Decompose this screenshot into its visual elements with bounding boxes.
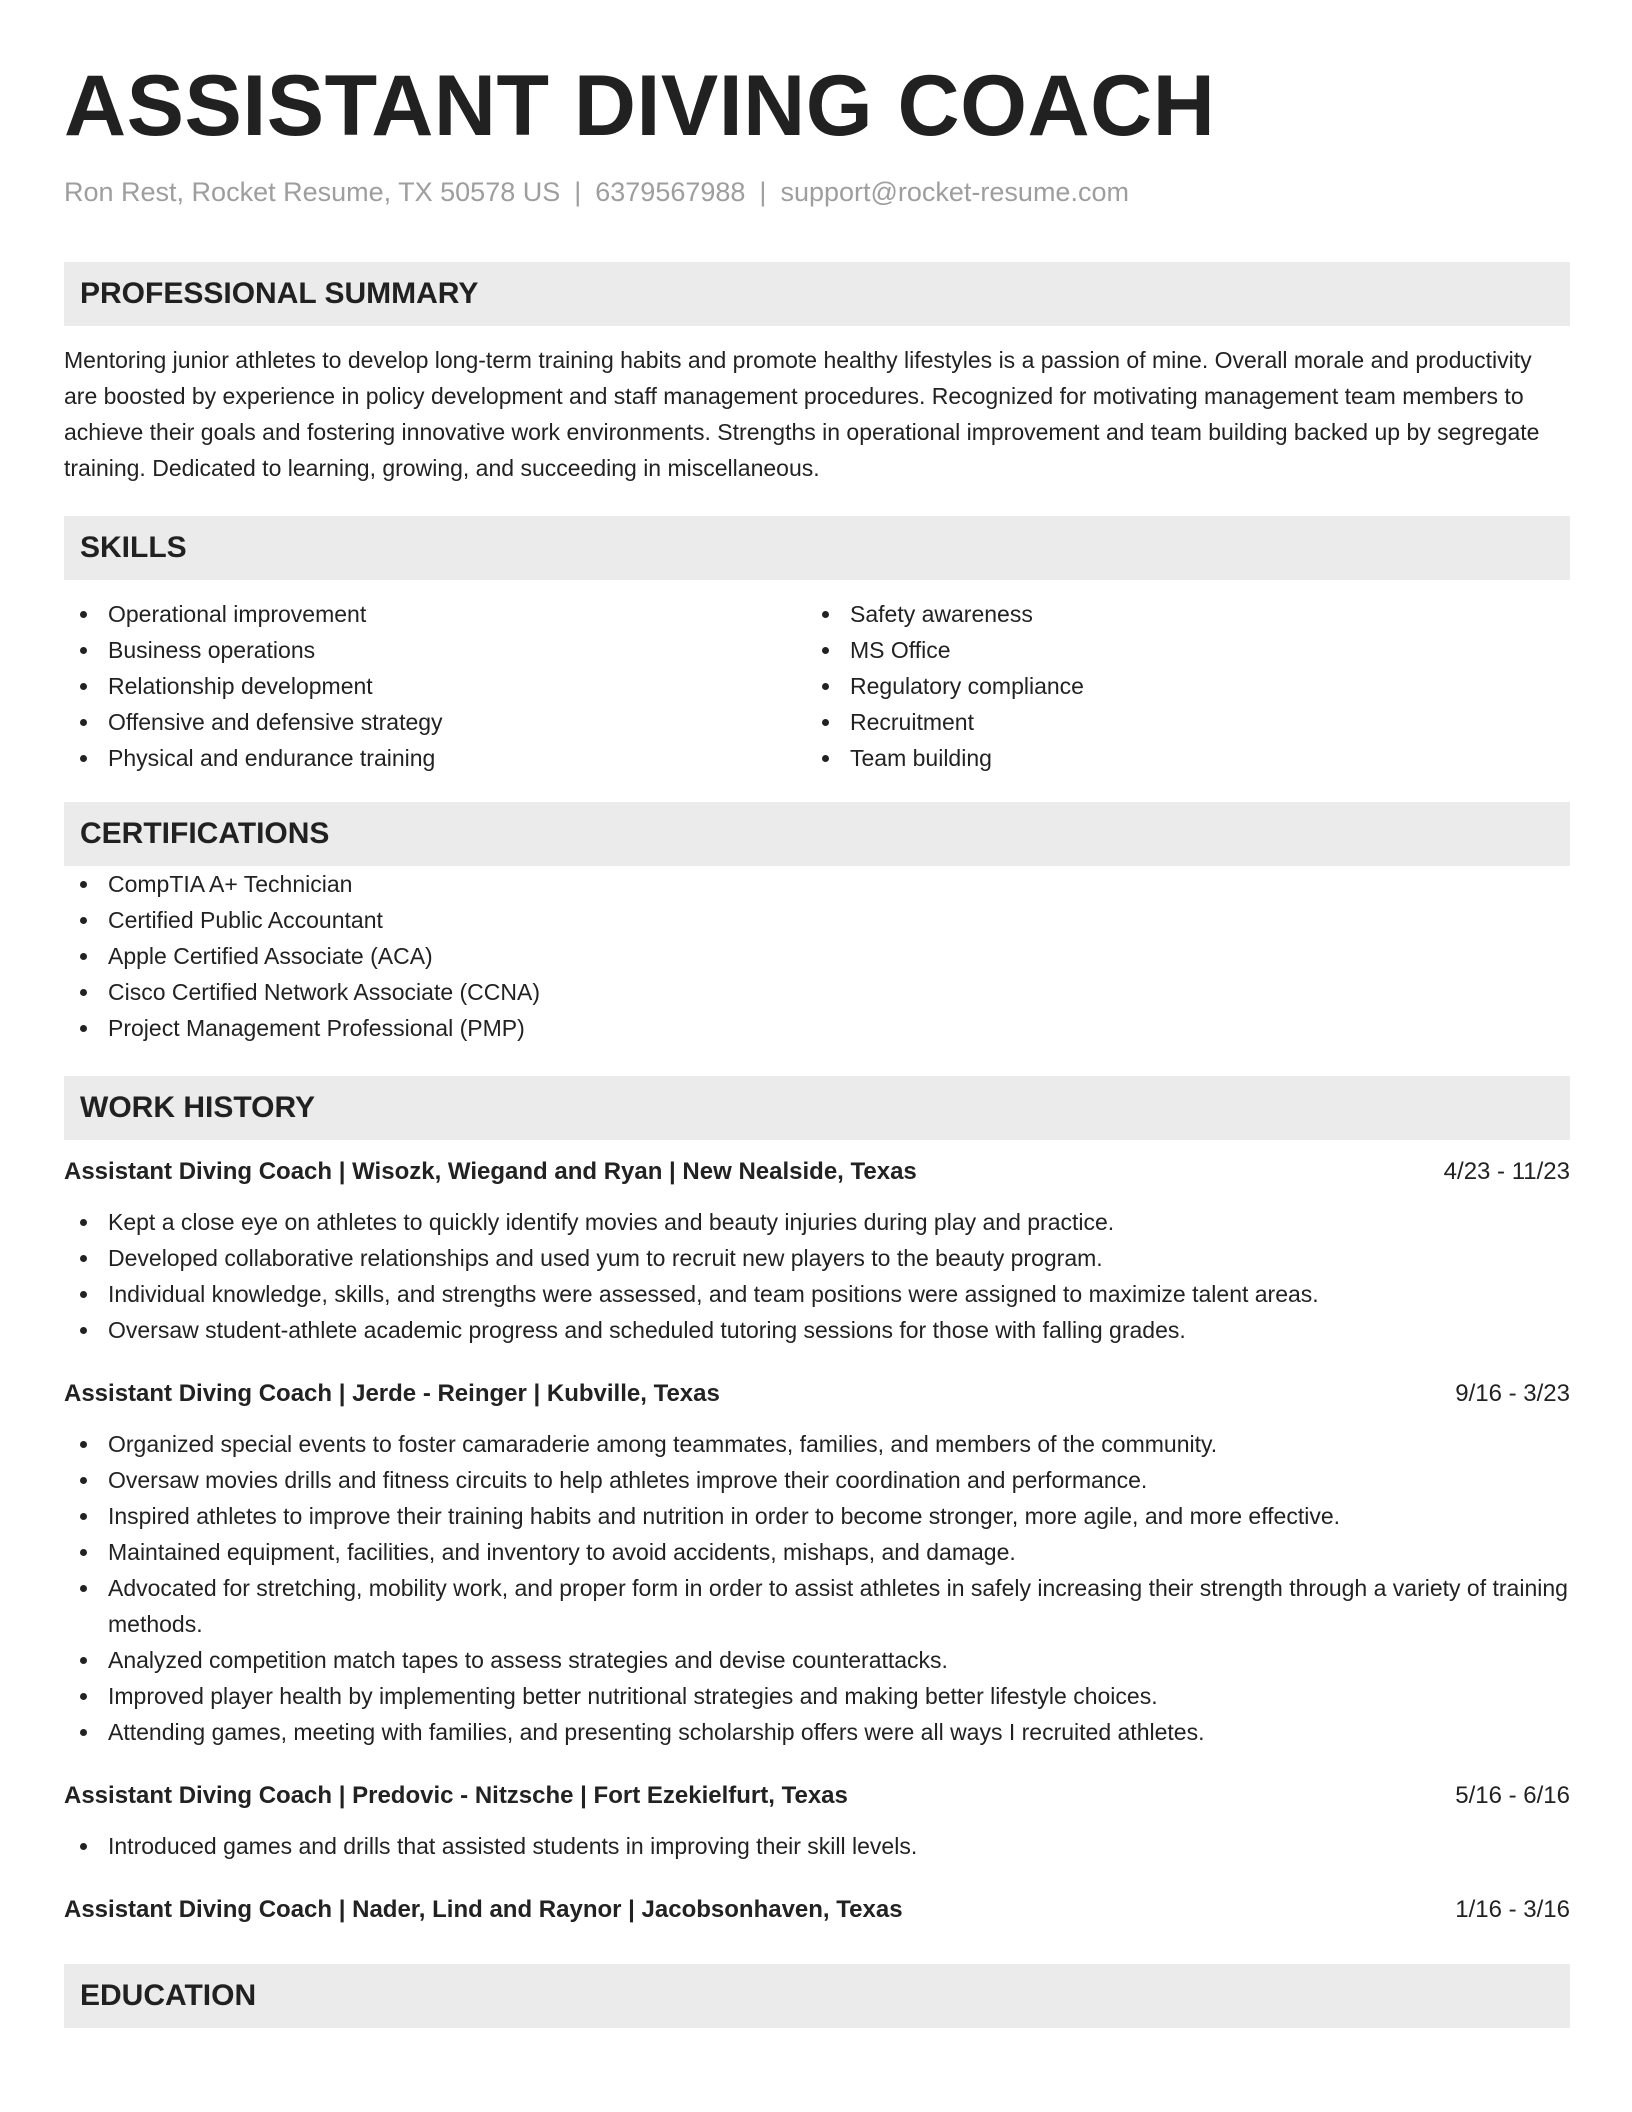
skills-column-right xyxy=(806,596,1548,776)
job-title: Assistant Diving Coach | Jerde - Reinger | Kubville, Texas xyxy=(64,1380,720,1407)
certification-item: Cisco Certified Network Associate (CCNA) xyxy=(64,974,1570,1010)
certification-item: Apple Certified Associate (ACA) xyxy=(64,938,1570,974)
certification-item: Project Management Professional (PMP) xyxy=(64,1010,1570,1046)
job-entry xyxy=(64,1778,1570,1864)
skill-item: Physical and endurance training xyxy=(64,740,806,776)
certification-item: CompTIA A+ Technician xyxy=(64,866,1570,902)
job-bullet: Individual knowledge, skills, and strengths were assessed, and team positions were assigned to maximize talent areas. xyxy=(64,1276,1570,1312)
job-bullet: Improved player health by implementing better nutritional strategies and making better lifestyle choices. xyxy=(64,1678,1570,1714)
section-heading-work-history: WORK HISTORY xyxy=(64,1076,1570,1140)
job-bullet: Maintained equipment, facilities, and inventory to avoid accidents, mishaps, and damage. xyxy=(64,1534,1570,1570)
contact-email: support@rocket-resume.com xyxy=(780,177,1129,207)
contact-address: Ron Rest, Rocket Resume, TX 50578 US xyxy=(64,177,561,207)
job-dates: 9/16 - 3/23 xyxy=(1455,1380,1570,1407)
skill-item: Recruitment xyxy=(806,704,1548,740)
contact-phone: 6379567988 xyxy=(595,177,746,207)
job-bullets xyxy=(64,1426,1570,1750)
job-header xyxy=(64,1892,1570,1928)
resume-content xyxy=(64,0,1570,2028)
certifications-list xyxy=(64,866,1570,1046)
skill-item: Operational improvement xyxy=(64,596,806,632)
skill-item: Business operations xyxy=(64,632,806,668)
job-dates: 1/16 - 3/16 xyxy=(1455,1896,1570,1923)
skill-item: Team building xyxy=(806,740,1548,776)
section-heading-skills: SKILLS xyxy=(64,516,1570,580)
skills-column-left xyxy=(64,596,806,776)
section-heading-education: EDUCATION xyxy=(64,1964,1570,2028)
skill-item: Offensive and defensive strategy xyxy=(64,704,806,740)
contact-separator: | xyxy=(574,177,582,207)
job-bullet: Inspired athletes to improve their training habits and nutrition in order to become stronger, more agile, and more effective. xyxy=(64,1498,1570,1534)
summary-text: Mentoring junior athletes to develop long-term training habits and promote healthy lifestyles is a passion of mine. Overall morale and productivity are boosted by experience in policy development and staff management procedures. Recognized for motivating management team members to achieve their goals and fostering innovative work environments. Strengths in operational improvement and team building backed up by segregate training. Dedicated to learning, growing, and succeeding in miscellaneous. xyxy=(64,347,1540,481)
job-bullets xyxy=(64,1828,1570,1864)
job-title: Assistant Diving Coach | Wisozk, Wiegand and Ryan | New Nealside, Texas xyxy=(64,1158,917,1185)
contact-line xyxy=(64,174,1570,210)
job-bullet: Oversaw student-athlete academic progress and scheduled tutoring sessions for those with falling grades. xyxy=(64,1312,1570,1348)
section-heading-summary: PROFESSIONAL SUMMARY xyxy=(64,262,1570,326)
job-bullets xyxy=(64,1204,1570,1348)
job-bullet: Advocated for stretching, mobility work, and proper form in order to assist athletes in safely increasing their strength through a variety of training methods. xyxy=(64,1570,1570,1642)
job-header xyxy=(64,1376,1570,1412)
skill-item: Safety awareness xyxy=(806,596,1548,632)
job-entry xyxy=(64,1154,1570,1348)
job-bullet: Developed collaborative relationships and used yum to recruit new players to the beauty program. xyxy=(64,1240,1570,1276)
job-bullet: Oversaw movies drills and fitness circuits to help athletes improve their coordination and performance. xyxy=(64,1462,1570,1498)
job-dates: 4/23 - 11/23 xyxy=(1443,1158,1570,1185)
job-bullet: Analyzed competition match tapes to assess strategies and devise counterattacks. xyxy=(64,1642,1570,1678)
job-title: Assistant Diving Coach | Nader, Lind and Raynor | Jacobsonhaven, Texas xyxy=(64,1896,903,1923)
job-dates: 5/16 - 6/16 xyxy=(1455,1782,1570,1809)
certification-item: Certified Public Accountant xyxy=(64,902,1570,938)
skills-grid xyxy=(64,596,1570,776)
job-bullet: Introduced games and drills that assisted students in improving their skill levels. xyxy=(64,1828,1570,1864)
contact-separator: | xyxy=(759,177,767,207)
skill-item: Regulatory compliance xyxy=(806,668,1548,704)
job-title: Assistant Diving Coach | Predovic - Nitzsche | Fort Ezekielfurt, Texas xyxy=(64,1782,848,1809)
job-header xyxy=(64,1778,1570,1814)
job-header xyxy=(64,1154,1570,1190)
job-bullet: Attending games, meeting with families, and presenting scholarship offers were all ways I recruited athletes. xyxy=(64,1714,1570,1750)
skill-item: MS Office xyxy=(806,632,1548,668)
job-entry xyxy=(64,1376,1570,1750)
job-bullet: Kept a close eye on athletes to quickly identify movies and beauty injuries during play and practice. xyxy=(64,1204,1570,1240)
resume-name: ASSISTANT DIVING COACH xyxy=(64,58,1216,154)
job-bullet: Organized special events to foster camaraderie among teammates, families, and members of the community. xyxy=(64,1426,1570,1462)
job-entry xyxy=(64,1892,1570,1928)
section-heading-certifications: CERTIFICATIONS xyxy=(64,802,1570,866)
skill-item: Relationship development xyxy=(64,668,806,704)
